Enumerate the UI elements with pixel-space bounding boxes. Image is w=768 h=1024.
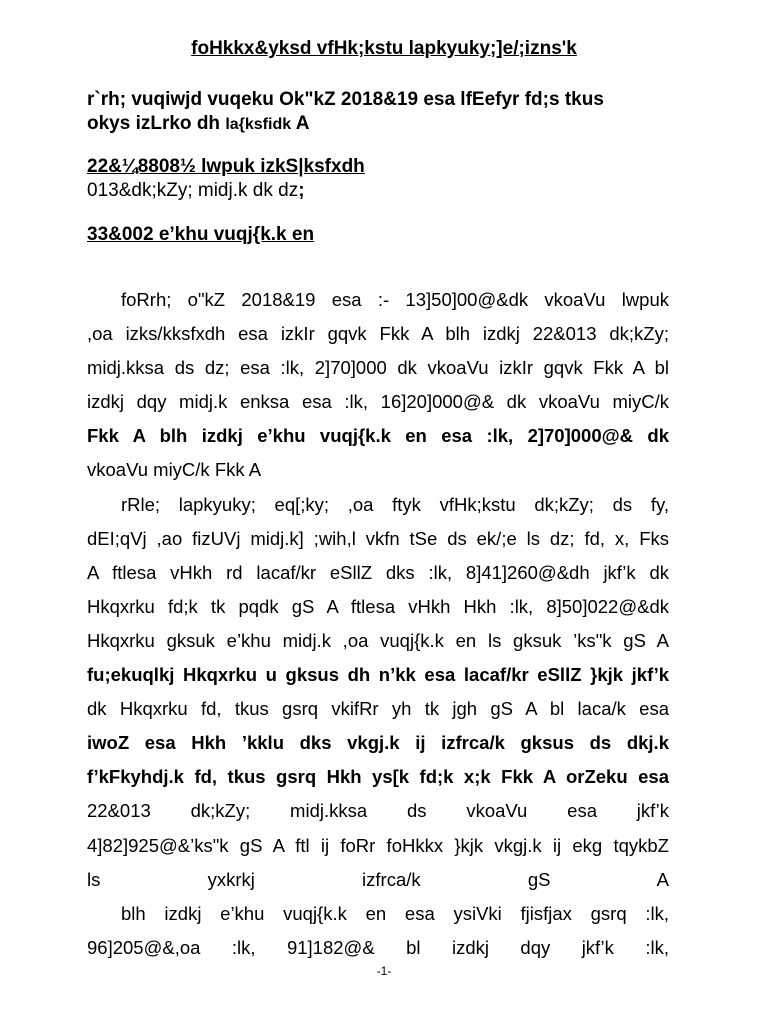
subject-line-1: r`rh; vuqiwjd vuqeku Ok"kZ 2018&19 esa lfEefyr fd;s tkus (87, 89, 604, 110)
subject-line-2-end: A (291, 113, 310, 134)
body-line: Hkqxrku fd;k tk pqdk gS A ftlesa vHkh Hkh :lk, 8]50]022@&dk (87, 595, 669, 617)
body-line: A ftlesa vHkh rd lacaf/kr eSllZ dks :lk, 8]41]260@&dh jkf’k dk (87, 561, 669, 583)
body-line: f’kFkyhdj.k fd, tkus gsrq Hkh ys[k fd;k x;k Fkk A orZeku esa (87, 766, 669, 788)
body-line: dk Hkqxrku fd, tkus gsrq vkifRr yh tk jgh gS A bl laca/k esa (87, 698, 669, 720)
subject-line-2-main: okys izLrko dh (87, 113, 226, 134)
body-line: dEI;qVj ,ao fizUVj midj.k] ;wih,l vkfn tSe ds ek/;e ls dz; fd, x, Fks (87, 527, 669, 549)
body-line: 96]205@&,oa :lk, 91]182@& bl izdkj dqy jkf’k :lk, (87, 936, 669, 958)
body-line: midj.kksa ds dz; esa :lk, 2]70]000 dk vkoaVu izkIr gqvk Fkk A bl (87, 357, 669, 379)
subject-line-2 (87, 112, 669, 137)
reference-heading: 22&¼8808½ lwpuk izkS|ksfxdh (87, 156, 365, 177)
body-line: fu;ekuqlkj Hkqxrku u gksus dh n’kk esa lacaf/kr eSllZ }kjk jkf’k (87, 664, 669, 686)
body-line: vkoaVu miyC/k Fkk A (87, 459, 262, 481)
page-number: -1- (376, 964, 392, 978)
body-line: 4]82]925@&’ks"k gS A ftl ij foRr foHkkx }kjk vkgj.k ij ekg tqykbZ (87, 834, 669, 856)
subject-block (87, 88, 669, 137)
body-line: rRle; lapkyuky; eq[;ky; ,oa ftyk vfHk;kstu dk;kZy; ds fy, (121, 493, 669, 515)
reference-line-end: ; (298, 180, 305, 201)
document-title: foHkkx&yksd vfHk;kstu lapkyuky;]e/;izns'k (191, 38, 577, 59)
body-line: Hkqxrku gksuk e’khu midj.k ,oa vuqj{k.k en ls gksuk ’ks"k gS A (87, 629, 669, 651)
subject-line-2-small: la{ksfidk (225, 116, 292, 133)
body-line: foRrh; o"kZ 2018&19 esa :- 13]50]00@&dk vkoaVu lwpuk (121, 289, 669, 310)
body-line: Fkk A blh izdkj e’khu vuqj{k.k en esa :lk, 2]70]000@& dk (87, 425, 669, 447)
reference-line-main: 013&dk;kZy; midj.k dk dz (87, 180, 299, 201)
body-line: ,oa izks/kksfxdh esa izkIr gqvk Fkk A blh izdkj 22&013 dk;kZy; (87, 323, 669, 345)
body-text (87, 283, 669, 965)
body-line: 22&013 dk;kZy; midj.kksa ds vkoaVu esa jkf’k (87, 800, 669, 822)
body-line: blh izdkj e’khu vuqj{k.k en esa ysiVki fjisfjax gsrq :lk, (121, 902, 669, 924)
body-line: izdkj dqy midj.k enksa esa :lk, 16]20]000@& dk vkoaVu miyC/k (87, 391, 669, 413)
body-line: iwoZ esa Hkh ’kklu dks vkgj.k ij izfrca/k gksus ds dkj.k (87, 732, 669, 754)
maintenance-heading: 33&002 e’khu vuqj{k.k en (87, 224, 315, 245)
reference-line (87, 180, 305, 202)
body-line: ls yxkrkj izfrca/k gS A (87, 868, 669, 890)
